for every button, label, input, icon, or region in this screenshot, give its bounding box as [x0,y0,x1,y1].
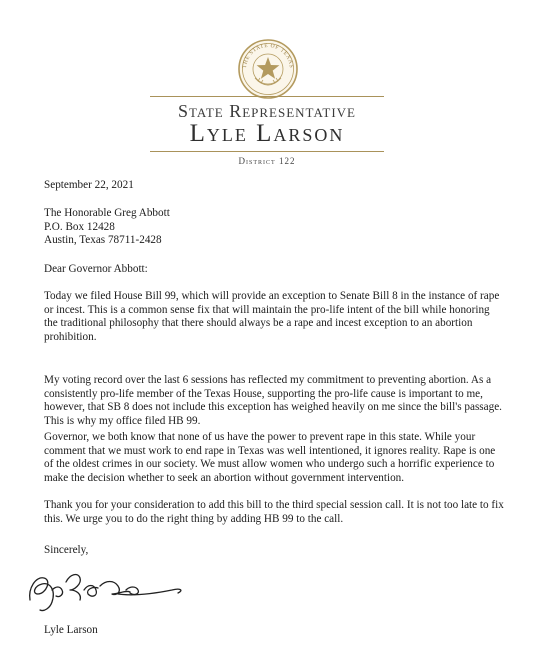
texas-seal-icon [237,38,299,100]
closing: Sincerely, [44,544,89,556]
salutation: Dear Governor Abbott: [44,263,148,275]
body-paragraph: Governor, we both know that none of us have the power to prevent rape in this state. While your comment that we must work to end rape in Texas was well intentioned, it ignores reality. Rape is one of the oldest crimes in our society. We must allow women who undergo such a horrific experience to make the decision whether to seek an abortion without government intervention. [44,431,496,484]
district-label: District 122 [238,156,296,166]
body-paragraph: Today we filed House Bill 99, which will provide an exception to Senate Bill 8 in the instance of rape or incest. This is a common sense fix that will maintain the pro-life intent of the bill while honoring the traditional philosophy that there should always be a rape and incest exception to an abortion prohibition. [44,290,500,343]
handwritten-signature-icon [22,560,192,615]
representative-title: State Representative [177,101,357,121]
body-paragraph: My voting record over the last 6 sessions has reflected my commitment to preventing abortion. As a consistently pro-life member of the Texas House, supporting the pro-life cause is important to me, however, that SB 8 does not include this exception has weighed heavily on me since the bill's passage. This is why my office filed HB 99. [44,374,502,427]
letter-date: September 22, 2021 [44,179,134,191]
recipient-line: Austin, Texas 78711-2428 [44,234,162,247]
recipient-address [44,207,506,248]
body-paragraph: Thank you for your consideration to add this bill to the third special session call. It is not too late to fix this. We urge you to do the right thing by adding HB 99 to the call. [44,499,504,525]
recipient-line: The Honorable Greg Abbott [44,207,170,219]
letterhead-top-rule [150,96,384,97]
recipient-line: P.O. Box 12428 [44,220,115,233]
seal-text: THE STATE OF TEXAS [241,42,295,69]
representative-name: Lyle Larson [189,120,345,147]
signer-name: Lyle Larson [44,624,98,636]
letterhead-bottom-rule [150,151,384,152]
